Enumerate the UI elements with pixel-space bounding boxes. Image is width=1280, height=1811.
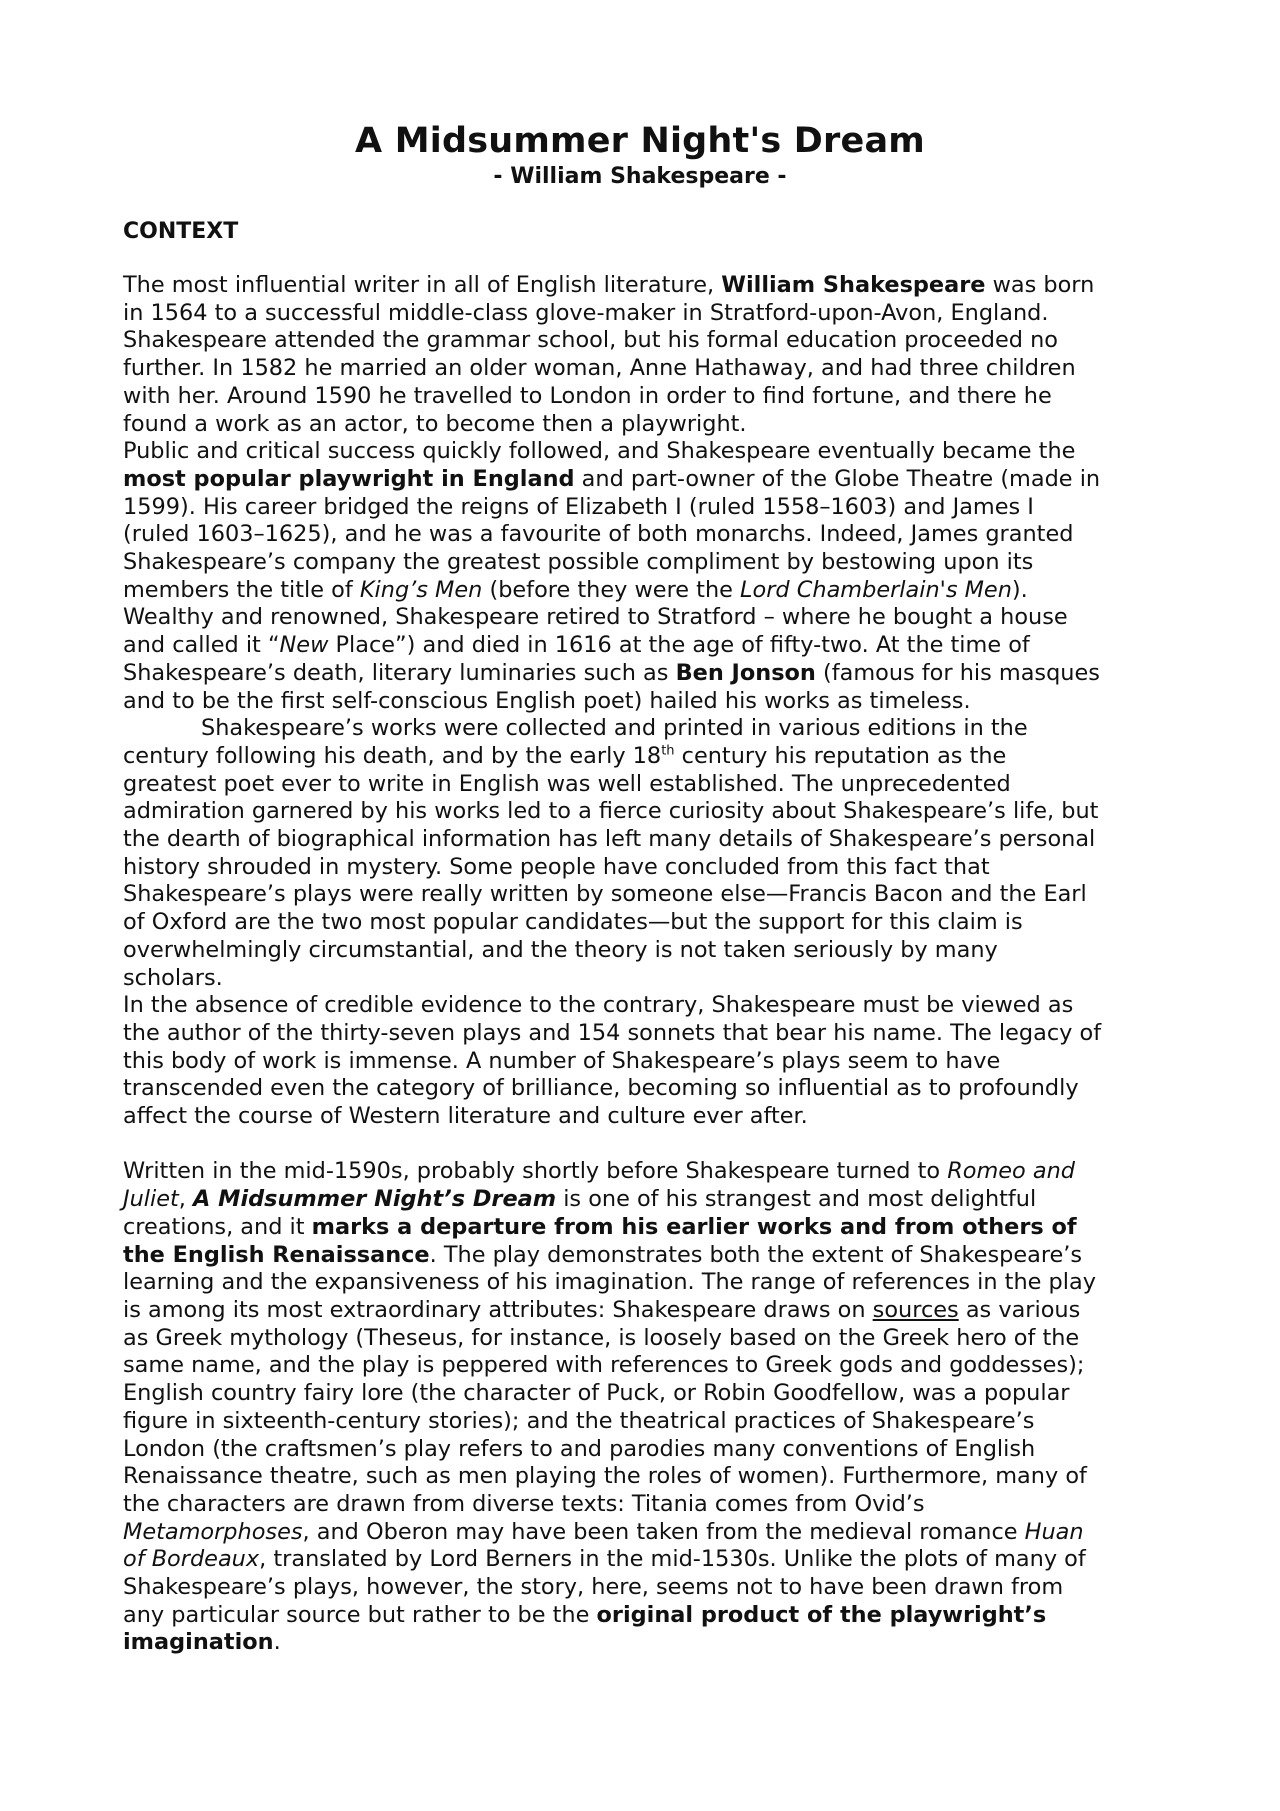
bold-marks-departure: marks a departure from his earlier works and from others of	[311, 1213, 1077, 1240]
text-line: Shakespeare’s works were collected and printed in various editions in the	[201, 715, 1028, 742]
text-line: of Bordeaux, translated by Lord Berners in the mid-1530s. Unlike the plots of many of	[123, 1546, 1086, 1573]
text-line: learning and the expansiveness of his imagination. The range of references in the play	[123, 1269, 1096, 1296]
text-line: Shakespeare’s company the greatest possible compliment by bestowing upon its	[123, 549, 1034, 576]
text-line: and to be the first self-conscious English poet) hailed his works as timeless.	[123, 687, 971, 714]
text-line: as Greek mythology (Theseus, for instance, is loosely based on the Greek hero of the	[123, 1324, 1080, 1351]
text-line: found a work as an actor, to become then a playwright.	[123, 410, 747, 437]
text-line: greatest poet ever to write in English was well established. The unprecedented	[123, 770, 1011, 797]
bold-ben-jonson: Ben Jonson	[675, 659, 816, 686]
text-line: the author of the thirty-seven plays and 154 sonnets that bear his name. The legacy of	[123, 1019, 1102, 1046]
text-line: in 1564 to a successful middle-class glove-maker in Stratford-upon-Avon, England.	[123, 299, 1049, 326]
text-line: imagination.	[123, 1629, 281, 1656]
text-line: the characters are drawn from diverse texts: Titania comes from Ovid’s	[123, 1490, 925, 1517]
paragraph-career	[123, 438, 1178, 715]
text-line: any particular source but rather to be the original product of the playwright’s	[123, 1601, 1047, 1628]
text-line: history shrouded in mystery. Some people have concluded from this fact that	[123, 853, 990, 880]
paragraph-legacy	[123, 715, 1178, 992]
text-line: Shakespeare’s plays were really written by someone else—Francis Bacon and the Earl	[123, 881, 1087, 908]
text-line: Juliet, A Midsummer Night’s Dream is one of his strangest and most delightful	[123, 1186, 1037, 1213]
paragraph-authorship	[123, 992, 1178, 1131]
text-line: 1599). His career bridged the reigns of Elizabeth I (ruled 1558–1603) and James I	[123, 493, 1034, 520]
text-line: Written in the mid-1590s, probably shortly before Shakespeare turned to Romeo and	[123, 1158, 1075, 1185]
text-line: of Oxford are the two most popular candidates—but the support for this claim is	[123, 909, 1023, 936]
text-line: affect the course of Western literature and culture ever after.	[123, 1103, 808, 1130]
text-line: with her. Around 1590 he travelled to London in order to find fortune, and there he	[123, 382, 1052, 409]
text-line: Renaissance theatre, such as men playing the roles of women). Furthermore, many of	[123, 1463, 1087, 1490]
text-line: In the absence of credible evidence to the contrary, Shakespeare must be viewed as	[123, 992, 1074, 1019]
bold-original-product: original product of the playwright’s	[596, 1601, 1047, 1628]
text-line: Shakespeare attended the grammar school, but his formal education proceeded no	[123, 327, 1058, 354]
text-line: figure in sixteenth-century stories); and the theatrical practices of Shakespeare’s	[123, 1407, 1035, 1434]
text-line: admiration garnered by his works led to a fierce curiosity about Shakespeare’s life, but	[123, 798, 1099, 825]
text-line: and called it “New Place”) and died in 1616 at the age of fifty-two. At the time of	[123, 632, 1030, 659]
italic-lord-chamberlains-men: Lord Chamberlain's Men	[740, 576, 1012, 603]
text-line: Public and critical success quickly followed, and Shakespeare eventually became the	[123, 438, 1076, 465]
text-line: century following his death, and by the early 18th century his reputation as the	[123, 742, 1007, 769]
italic-juliet: Juliet	[123, 1186, 179, 1213]
text-line: most popular playwright in England and part-owner of the Globe Theatre (made in	[123, 465, 1101, 492]
document-body	[123, 272, 1178, 1657]
paragraph-play	[123, 1158, 1178, 1657]
underlined-sources: sources	[872, 1297, 959, 1323]
text-line: transcended even the category of brilliance, becoming so influential as to profoundly	[123, 1075, 1079, 1102]
text-line: overwhelmingly circumstantial, and the theory is not taken seriously by many	[123, 936, 998, 963]
text-line: this body of work is immense. A number of Shakespeare’s plays seem to have	[123, 1047, 1001, 1074]
text-line: Wealthy and renowned, Shakespeare retired to Stratford – where he bought a house	[123, 604, 1068, 631]
bold-english-renaissance: the English Renaissance	[123, 1241, 430, 1268]
text-line: The most influential writer in all of English literature, William Shakespeare was born	[123, 272, 1095, 298]
author-line: - William Shakespeare -	[493, 164, 787, 189]
bold-imagination: imagination	[123, 1629, 274, 1656]
text-line: creations, and it marks a departure from his earlier works and from others of	[123, 1213, 1077, 1240]
italic-of-bordeaux: of Bordeaux	[123, 1546, 260, 1573]
text-line: scholars.	[123, 964, 223, 991]
paragraph-gap	[123, 1131, 1178, 1159]
paragraph-biography	[123, 272, 1178, 438]
italic-metamorphoses: Metamorphoses	[123, 1518, 303, 1545]
document-title: A Midsummer Night's Dream	[355, 121, 925, 161]
italic-huan: Huan	[1024, 1518, 1084, 1545]
bold-play-title: A Midsummer Night’s Dream	[193, 1186, 557, 1213]
text-line: Shakespeare’s death, literary luminaries such as Ben Jonson (famous for his masques	[123, 659, 1100, 686]
text-line: the dearth of biographical information has left many details of Shakespeare’s personal	[123, 826, 1096, 853]
text-line: London (the craftsmen’s play refers to and parodies many conventions of English	[123, 1435, 1036, 1462]
text-line: (ruled 1603–1625), and he was a favourite of both monarchs. Indeed, James granted	[123, 521, 1074, 548]
text-line: further. In 1582 he married an older woman, Anne Hathaway, and had three children	[123, 355, 1076, 382]
text-line: same name, and the play is peppered with references to Greek gods and goddesses);	[123, 1352, 1085, 1379]
bold-shakespeare: William Shakespeare	[721, 272, 986, 298]
text-line: is among its most extraordinary attributes: Shakespeare draws on sources as various	[123, 1297, 1081, 1323]
section-heading: CONTEXT	[123, 219, 239, 244]
italic-new: New	[279, 632, 329, 659]
text-line: members the title of King’s Men (before they were the Lord Chamberlain's Men).	[123, 576, 1028, 603]
italic-romeo-and: Romeo and	[947, 1158, 1075, 1185]
text-line: the English Renaissance. The play demonstrates both the extent of Shakespeare’s	[123, 1241, 1083, 1268]
text-line: Metamorphoses, and Oberon may have been taken from the medieval romance Huan	[123, 1518, 1084, 1545]
italic-kings-men: King’s Men	[359, 576, 483, 603]
text-line: Shakespeare’s plays, however, the story, here, seems not to have been drawn from	[123, 1574, 1064, 1601]
text-line: English country fairy lore (the character of Puck, or Robin Goodfellow, was a popular	[123, 1380, 1070, 1407]
superscript-th: th	[661, 743, 675, 759]
bold-most-popular: most popular playwright in England	[123, 465, 575, 492]
